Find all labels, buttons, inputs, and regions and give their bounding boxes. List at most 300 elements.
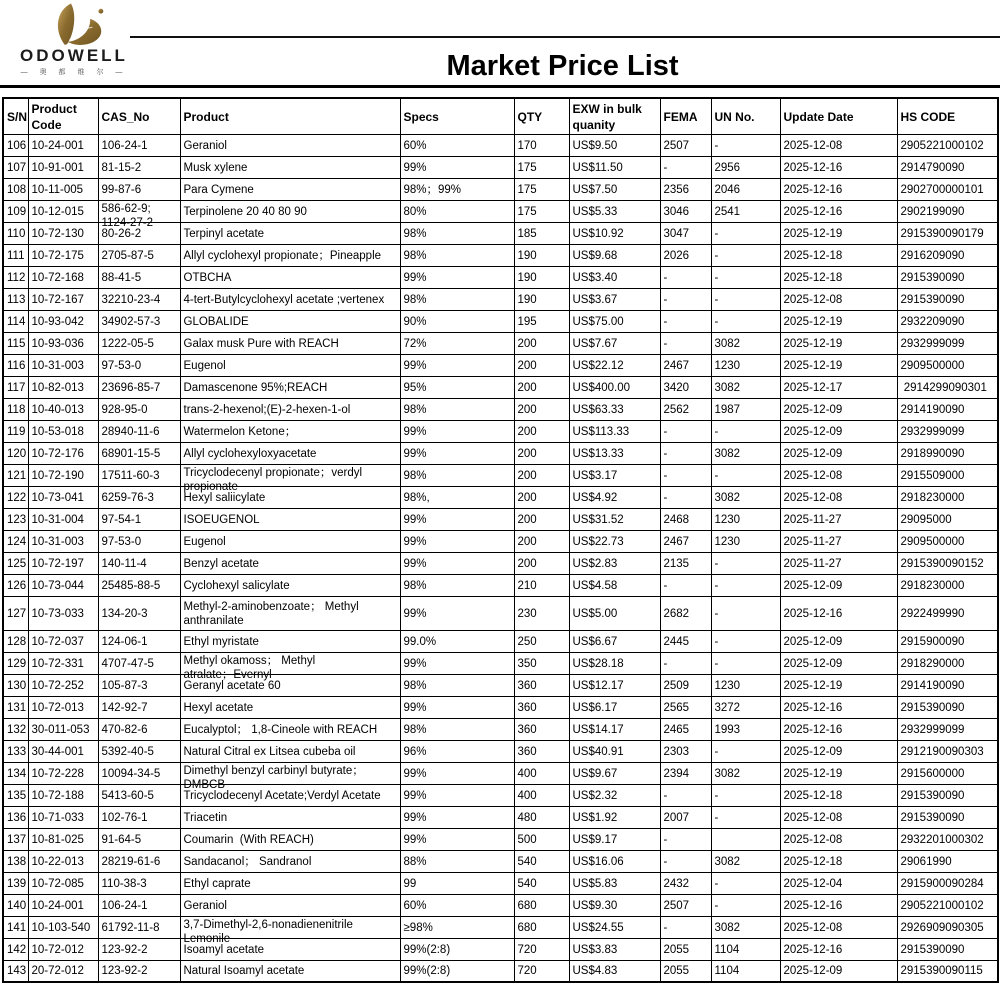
cell-update-date: 2025-12-16	[780, 178, 897, 200]
cell-update-date: 2025-12-19	[780, 310, 897, 332]
cell-product-code: 10-73-033	[28, 596, 98, 630]
cell-sn: 125	[3, 552, 28, 574]
cell-update-date: 2025-12-19	[780, 674, 897, 696]
cell-hs-code: 2918230000	[897, 574, 998, 596]
cell-update-date: 2025-12-08	[780, 134, 897, 156]
cell-cas-no: 88-41-5	[98, 266, 180, 288]
cell-product-code: 10-73-041	[28, 486, 98, 508]
cell-hs-code: 2912190090303	[897, 740, 998, 762]
title-underline-rule	[0, 85, 1000, 88]
cell-un-no: -	[711, 872, 780, 894]
cell-qty: 540	[514, 872, 569, 894]
cell-product: trans-2-hexenol;(E)-2-hexen-1-ol	[180, 398, 400, 420]
cell-product-code: 10-72-037	[28, 630, 98, 652]
cell-hs-code: 2915600000	[897, 762, 998, 784]
cell-exw: US$9.67	[569, 762, 660, 784]
table-row	[3, 894, 998, 916]
cell-cas-no: 10094-34-5	[98, 762, 180, 784]
cell-product: Hexyl saliicylate	[180, 486, 400, 508]
cell-product-code: 10-72-167	[28, 288, 98, 310]
cell-update-date: 2025-12-19	[780, 332, 897, 354]
cell-fema: -	[660, 310, 711, 332]
cell-qty: 200	[514, 442, 569, 464]
table-row	[3, 740, 998, 762]
cell-fema: 2465	[660, 718, 711, 740]
cell-specs: 98%	[400, 222, 514, 244]
cell-product-code: 10-31-003	[28, 354, 98, 376]
cell-update-date: 2025-12-19	[780, 222, 897, 244]
cell-update-date: 2025-11-27	[780, 508, 897, 530]
cell-product: Natural Citral ex Litsea cubeba oil	[180, 740, 400, 762]
cell-hs-code: 2905221000102	[897, 894, 998, 916]
cell-product-code: 10-22-013	[28, 850, 98, 872]
cell-product-code: 10-11-005	[28, 178, 98, 200]
cell-exw: US$12.17	[569, 674, 660, 696]
table-row	[3, 398, 998, 420]
table-row	[3, 486, 998, 508]
cell-exw: US$28.18	[569, 652, 660, 674]
cell-cas-no: 928-95-0	[98, 398, 180, 420]
cell-fema: -	[660, 420, 711, 442]
cell-sn: 130	[3, 674, 28, 696]
price-table-body	[3, 134, 998, 982]
cell-cas-no: 586-62-9; 1124-27-2	[98, 200, 180, 222]
cell-specs: 98%	[400, 398, 514, 420]
cell-sn: 112	[3, 266, 28, 288]
cell-fema: -	[660, 850, 711, 872]
cell-hs-code: 2909500000	[897, 530, 998, 552]
cell-hs-code: 2915390090	[897, 288, 998, 310]
cell-qty: 250	[514, 630, 569, 652]
cell-fema: 2394	[660, 762, 711, 784]
cell-product: Terpinolene 20 40 80 90	[180, 200, 400, 222]
cell-product: Geraniol	[180, 134, 400, 156]
cell-fema: 2507	[660, 894, 711, 916]
cell-hs-code: 2915390090	[897, 806, 998, 828]
cell-fema: 2467	[660, 530, 711, 552]
cell-update-date: 2025-12-19	[780, 762, 897, 784]
cell-fema: -	[660, 916, 711, 938]
cell-un-no: -	[711, 630, 780, 652]
cell-cas-no: 61792-11-8	[98, 916, 180, 938]
cell-hs-code: 2915390090152	[897, 552, 998, 574]
cell-sn: 122	[3, 486, 28, 508]
cell-sn: 136	[3, 806, 28, 828]
cell-sn: 133	[3, 740, 28, 762]
cell-hs-code: 29095000	[897, 508, 998, 530]
cell-sn: 134	[3, 762, 28, 784]
cell-cas-no: 470-82-6	[98, 718, 180, 740]
cell-product-code: 10-72-176	[28, 442, 98, 464]
cell-update-date: 2025-12-16	[780, 696, 897, 718]
cell-hs-code: 2932201000302	[897, 828, 998, 850]
table-row	[3, 718, 998, 740]
cell-fema: -	[660, 332, 711, 354]
cell-exw: US$1.92	[569, 806, 660, 828]
cell-un-no: -	[711, 266, 780, 288]
cell-qty: 480	[514, 806, 569, 828]
cell-qty: 200	[514, 486, 569, 508]
cell-cas-no: 106-24-1	[98, 894, 180, 916]
cell-qty: 175	[514, 156, 569, 178]
cell-qty: 195	[514, 310, 569, 332]
table-row	[3, 464, 998, 486]
cell-product: 4-tert-Butylcyclohexyl acetate ;vertenex	[180, 288, 400, 310]
cell-product-code: 10-12-015	[28, 200, 98, 222]
cell-update-date: 2025-12-19	[780, 354, 897, 376]
cell-hs-code: 2905221000102	[897, 134, 998, 156]
cell-hs-code: 2918990090	[897, 442, 998, 464]
cell-hs-code: 2916209090	[897, 244, 998, 266]
table-row	[3, 332, 998, 354]
cell-qty: 500	[514, 828, 569, 850]
cell-sn: 127	[3, 596, 28, 630]
cell-cas-no: 23696-85-7	[98, 376, 180, 398]
cell-un-no: -	[711, 288, 780, 310]
cell-sn: 129	[3, 652, 28, 674]
cell-specs: 98%；99%	[400, 178, 514, 200]
cell-hs-code: 2915900090	[897, 630, 998, 652]
brand-name: ODOWELL	[20, 46, 128, 65]
cell-update-date: 2025-12-16	[780, 718, 897, 740]
cell-un-no: 1230	[711, 354, 780, 376]
cell-update-date: 2025-12-18	[780, 850, 897, 872]
cell-hs-code: 2915390090	[897, 266, 998, 288]
cell-un-no: 2046	[711, 178, 780, 200]
cell-update-date: 2025-12-16	[780, 596, 897, 630]
cell-un-no: 1104	[711, 938, 780, 960]
cell-un-no: 1230	[711, 530, 780, 552]
cell-exw: US$2.32	[569, 784, 660, 806]
cell-cas-no: 32210-23-4	[98, 288, 180, 310]
cell-product-code: 10-24-001	[28, 134, 98, 156]
cell-specs: 96%	[400, 740, 514, 762]
cell-specs: 99%(2:8)	[400, 938, 514, 960]
cell-update-date: 2025-12-09	[780, 630, 897, 652]
cell-un-no: -	[711, 222, 780, 244]
cell-fema: -	[660, 652, 711, 674]
cell-qty: 720	[514, 960, 569, 982]
table-row	[3, 134, 998, 156]
cell-product-code: 10-31-004	[28, 508, 98, 530]
cell-un-no: -	[711, 652, 780, 674]
cell-fema: -	[660, 574, 711, 596]
cell-product-code: 10-93-036	[28, 332, 98, 354]
table-row	[3, 420, 998, 442]
cell-cas-no: 1222-05-5	[98, 332, 180, 354]
cell-exw: US$5.00	[569, 596, 660, 630]
cell-hs-code: 2902199090	[897, 200, 998, 222]
cell-update-date: 2025-12-18	[780, 784, 897, 806]
cell-fema: -	[660, 828, 711, 850]
cell-specs: 99%	[400, 828, 514, 850]
cell-cas-no: 81-15-2	[98, 156, 180, 178]
table-row	[3, 762, 998, 784]
cell-specs: 98%,	[400, 486, 514, 508]
cell-product: Natural Isoamyl acetate	[180, 960, 400, 982]
cell-product: Methyl okamoss； Methyl atralate；Evernyl	[180, 652, 400, 674]
cell-product-code: 10-72-228	[28, 762, 98, 784]
cell-fema: 2507	[660, 134, 711, 156]
cell-specs: 98%	[400, 674, 514, 696]
cell-product: Watermelon Ketone；	[180, 420, 400, 442]
cell-exw: US$5.83	[569, 872, 660, 894]
cell-header-product: Product	[180, 98, 400, 134]
cell-sn: 123	[3, 508, 28, 530]
cell-specs: 72%	[400, 332, 514, 354]
cell-sn: 107	[3, 156, 28, 178]
cell-header-un-no: UN No.	[711, 98, 780, 134]
cell-un-no: -	[711, 596, 780, 630]
cell-hs-code: 2922499990	[897, 596, 998, 630]
cell-cas-no: 105-87-3	[98, 674, 180, 696]
cell-exw: US$3.40	[569, 266, 660, 288]
cell-sn: 120	[3, 442, 28, 464]
cell-cas-no: 123-92-2	[98, 938, 180, 960]
cell-specs: 60%	[400, 134, 514, 156]
table-row	[3, 938, 998, 960]
cell-sn: 110	[3, 222, 28, 244]
cell-sn: 113	[3, 288, 28, 310]
cell-cas-no: 142-92-7	[98, 696, 180, 718]
cell-qty: 540	[514, 850, 569, 872]
cell-cas-no: 6259-76-3	[98, 486, 180, 508]
cell-update-date: 2025-11-27	[780, 530, 897, 552]
cell-sn: 111	[3, 244, 28, 266]
cell-fema: -	[660, 784, 711, 806]
cell-fema: 2303	[660, 740, 711, 762]
cell-un-no: 3082	[711, 442, 780, 464]
cell-un-no: -	[711, 740, 780, 762]
cell-product-code: 10-72-188	[28, 784, 98, 806]
cell-un-no: -	[711, 552, 780, 574]
cell-exw: US$9.50	[569, 134, 660, 156]
cell-product: Terpinyl acetate	[180, 222, 400, 244]
cell-sn: 140	[3, 894, 28, 916]
cell-product: Benzyl acetate	[180, 552, 400, 574]
cell-exw: US$9.68	[569, 244, 660, 266]
cell-specs: 98%	[400, 574, 514, 596]
cell-header-exw: EXW in bulk quanity	[569, 98, 660, 134]
cell-specs: 99%	[400, 420, 514, 442]
cell-update-date: 2025-12-16	[780, 894, 897, 916]
cell-un-no: -	[711, 134, 780, 156]
cell-un-no: -	[711, 894, 780, 916]
cell-product-code: 10-72-252	[28, 674, 98, 696]
cell-cas-no: 91-64-5	[98, 828, 180, 850]
cell-product: Ethyl caprate	[180, 872, 400, 894]
cell-header-update-date: Update Date	[780, 98, 897, 134]
cell-product: Isoamyl acetate	[180, 938, 400, 960]
cell-qty: 200	[514, 376, 569, 398]
cell-cas-no: 140-11-4	[98, 552, 180, 574]
cell-qty: 360	[514, 696, 569, 718]
cell-product: Ethyl myristate	[180, 630, 400, 652]
cell-product-code: 10-72-331	[28, 652, 98, 674]
cell-product-code: 10-53-018	[28, 420, 98, 442]
cell-product-code: 10-72-175	[28, 244, 98, 266]
cell-product-code: 10-81-025	[28, 828, 98, 850]
cell-sn: 138	[3, 850, 28, 872]
cell-product-code: 10-72-190	[28, 464, 98, 486]
cell-specs: 80%	[400, 200, 514, 222]
cell-product: OTBCHA	[180, 266, 400, 288]
cell-sn: 139	[3, 872, 28, 894]
cell-sn: 132	[3, 718, 28, 740]
cell-un-no: -	[711, 420, 780, 442]
cell-product-code: 10-72-168	[28, 266, 98, 288]
cell-update-date: 2025-12-16	[780, 156, 897, 178]
cell-specs: 98%	[400, 718, 514, 740]
cell-specs: 99%	[400, 552, 514, 574]
cell-qty: 230	[514, 596, 569, 630]
cell-fema: 2562	[660, 398, 711, 420]
cell-hs-code: 2932999099	[897, 718, 998, 740]
cell-product-code: 10-40-013	[28, 398, 98, 420]
cell-cas-no: 80-26-2	[98, 222, 180, 244]
cell-exw: US$22.12	[569, 354, 660, 376]
cell-product-code: 30-011-053	[28, 718, 98, 740]
cell-hs-code: 2915390090179	[897, 222, 998, 244]
cell-fema: 2432	[660, 872, 711, 894]
cell-hs-code: 2909500000	[897, 354, 998, 376]
cell-update-date: 2025-11-27	[780, 552, 897, 574]
table-row	[3, 530, 998, 552]
cell-sn: 114	[3, 310, 28, 332]
cell-product: Hexyl acetate	[180, 696, 400, 718]
cell-hs-code: 2926909090305	[897, 916, 998, 938]
cell-product: Eugenol	[180, 530, 400, 552]
cell-cas-no: 2705-87-5	[98, 244, 180, 266]
cell-specs: 99.0%	[400, 630, 514, 652]
cell-product: 3,7-Dimethyl-2,6-nonadienenitrile Lemonile	[180, 916, 400, 938]
cell-fema: 2509	[660, 674, 711, 696]
cell-hs-code: 2915390090115	[897, 960, 998, 982]
cell-qty: 190	[514, 266, 569, 288]
cell-qty: 360	[514, 718, 569, 740]
cell-exw: US$5.33	[569, 200, 660, 222]
cell-hs-code: 2915390090	[897, 784, 998, 806]
cell-header-specs: Specs	[400, 98, 514, 134]
table-row	[3, 508, 998, 530]
cell-specs: 95%	[400, 376, 514, 398]
cell-cas-no: 102-76-1	[98, 806, 180, 828]
header-row	[3, 98, 998, 134]
cell-exw: US$2.83	[569, 552, 660, 574]
cell-product: GLOBALIDE	[180, 310, 400, 332]
cell-sn: 106	[3, 134, 28, 156]
cell-exw: US$7.50	[569, 178, 660, 200]
cell-fema: -	[660, 156, 711, 178]
table-row	[3, 828, 998, 850]
cell-product: Allyl cyclohexyloxyacetate	[180, 442, 400, 464]
price-table	[2, 97, 999, 983]
cell-specs: ≥98%	[400, 916, 514, 938]
cell-qty: 360	[514, 740, 569, 762]
cell-qty: 200	[514, 464, 569, 486]
cell-sn: 119	[3, 420, 28, 442]
cell-product: Eugenol	[180, 354, 400, 376]
cell-specs: 99%	[400, 806, 514, 828]
cell-cas-no: 34902-57-3	[98, 310, 180, 332]
cell-update-date: 2025-12-09	[780, 398, 897, 420]
cell-product-code: 30-44-001	[28, 740, 98, 762]
price-table-container	[2, 97, 999, 983]
cell-update-date: 2025-12-08	[780, 486, 897, 508]
cell-update-date: 2025-12-08	[780, 916, 897, 938]
cell-product-code: 10-71-033	[28, 806, 98, 828]
cell-qty: 200	[514, 332, 569, 354]
cell-sn: 117	[3, 376, 28, 398]
cell-hs-code: 2918230000	[897, 486, 998, 508]
table-row	[3, 630, 998, 652]
cell-qty: 350	[514, 652, 569, 674]
cell-fema: 2007	[660, 806, 711, 828]
cell-product: Musk xylene	[180, 156, 400, 178]
header-top-rule	[130, 36, 1000, 38]
cell-un-no: -	[711, 310, 780, 332]
cell-product: Coumarin (With REACH)	[180, 828, 400, 850]
cell-product-code: 10-31-003	[28, 530, 98, 552]
price-table-head	[3, 98, 998, 134]
cell-header-hs-code: HS CODE	[897, 98, 998, 134]
cell-product: Geranyl acetate 60	[180, 674, 400, 696]
cell-specs: 99%	[400, 762, 514, 784]
cell-update-date: 2025-12-08	[780, 464, 897, 486]
cell-update-date: 2025-12-17	[780, 376, 897, 398]
cell-product: Cyclohexyl salicylate	[180, 574, 400, 596]
cell-fema: 2356	[660, 178, 711, 200]
cell-exw: US$7.67	[569, 332, 660, 354]
cell-qty: 720	[514, 938, 569, 960]
cell-un-no: 3082	[711, 332, 780, 354]
cell-specs: 88%	[400, 850, 514, 872]
table-row	[3, 178, 998, 200]
cell-specs: 99%	[400, 696, 514, 718]
table-row	[3, 960, 998, 982]
cell-un-no	[711, 828, 780, 850]
cell-update-date: 2025-12-18	[780, 244, 897, 266]
table-row	[3, 652, 998, 674]
brand-chinese-name: — 奥 都 维 尔 —	[20, 69, 128, 76]
cell-product-code: 10-72-085	[28, 872, 98, 894]
cell-specs: 99%	[400, 652, 514, 674]
cell-header-fema: FEMA	[660, 98, 711, 134]
cell-qty: 680	[514, 916, 569, 938]
cell-un-no: 3082	[711, 486, 780, 508]
table-row	[3, 354, 998, 376]
cell-qty: 185	[514, 222, 569, 244]
cell-product: Damascenone 95%;REACH	[180, 376, 400, 398]
cell-update-date: 2025-12-09	[780, 574, 897, 596]
cell-fema: 2055	[660, 960, 711, 982]
cell-specs: 99%	[400, 596, 514, 630]
cell-exw: US$24.55	[569, 916, 660, 938]
cell-un-no: -	[711, 784, 780, 806]
table-row	[3, 596, 998, 630]
cell-fema: -	[660, 442, 711, 464]
cell-product-code: 10-93-042	[28, 310, 98, 332]
cell-un-no: 1230	[711, 508, 780, 530]
cell-cas-no: 134-20-3	[98, 596, 180, 630]
cell-product: Allyl cyclohexyl propionate；Pineapple	[180, 244, 400, 266]
cell-update-date: 2025-12-09	[780, 652, 897, 674]
cell-header-product-code: Product Code	[28, 98, 98, 134]
cell-qty: 175	[514, 200, 569, 222]
cell-sn: 115	[3, 332, 28, 354]
cell-exw: US$3.83	[569, 938, 660, 960]
cell-sn: 135	[3, 784, 28, 806]
